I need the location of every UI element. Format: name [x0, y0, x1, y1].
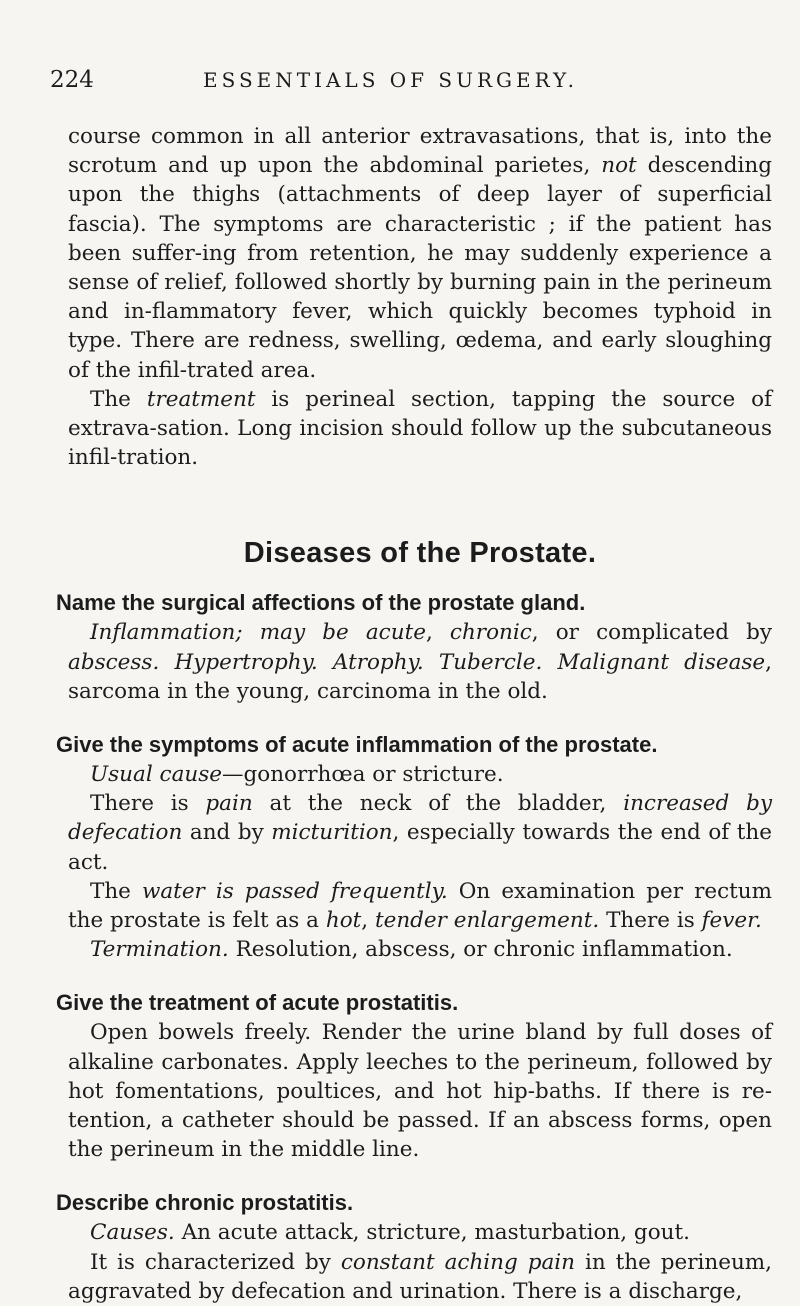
italic-run: fever.: [701, 908, 762, 934]
paragraph: [68, 122, 772, 385]
question-heading: Name the surgical affections of the prostate gland.: [56, 590, 586, 616]
italic-run: Inflammation; may be acute: [90, 620, 426, 646]
italic-run: not: [601, 153, 637, 179]
italic-run: abscess. Hypertrophy. Atrophy. Tubercle. Malignant disease: [68, 649, 766, 675]
text-run: The: [90, 878, 142, 904]
answer-paragraph: [68, 618, 772, 706]
paragraph: [68, 385, 772, 473]
italic-run: water is passed frequently.: [141, 878, 448, 904]
text-run: On examination per rectum the prostate is felt as a: [68, 878, 772, 934]
answer-paragraph: [68, 1018, 772, 1164]
text-run: descending upon the thighs (attachments of deep layer of superficial fascia). The symptoms are characteristic ; if the patient has been suffer-ing from retention, he may suddenly experience a sense of relief, followed shortly by burning pain in the perineum and in-flammatory fever, which quickly becomes typhoid in type. There are redness, swelling, œdema, and early sloughing of the infil-trated area.: [68, 153, 772, 383]
text-run: Resolution, abscess, or chronic inflammation.: [228, 937, 733, 963]
section-title: Diseases of the Prostate.: [243, 537, 597, 570]
answer-paragraph: [68, 1248, 772, 1306]
text-run: There is: [599, 908, 702, 934]
text-run: is perineal section, tapping the source of extrava-sation. Long incision should follow up the subcutaneous infil-tration.: [68, 386, 772, 471]
italic-run: pain: [205, 791, 253, 817]
text-run: There is: [90, 791, 206, 817]
italic-run: hot: [325, 908, 362, 934]
page-number: 224: [50, 67, 94, 93]
text-run: It is characterized by: [90, 1249, 341, 1275]
italic-run: chronic: [449, 620, 532, 646]
text-run: ,: [425, 620, 450, 646]
italic-run: micturition: [271, 820, 393, 846]
question-heading: Give the treatment of acute prostatitis.: [56, 990, 459, 1016]
italic-run: Usual cause: [90, 762, 222, 788]
text-run: course common in all anterior extravasations, that is, into the scrotum and up upon the abdominal parietes,: [68, 124, 772, 179]
text-run: and by: [182, 820, 272, 846]
question-heading: Describe chronic prostatitis.: [56, 1190, 354, 1216]
italic-run: treatment: [146, 386, 256, 412]
text-run: , sarcoma in the young, carcinoma in the old.: [68, 649, 772, 704]
italic-run: increased by defecation: [68, 791, 772, 846]
text-run: The: [90, 386, 147, 412]
italic-run: constant aching pain: [340, 1249, 576, 1275]
text-run: in the perineum, aggravated by defecation and urination. There is a discharge,: [68, 1249, 773, 1304]
running-title: ESSENTIALS OF SURGERY.: [203, 68, 579, 92]
italic-run: Causes.: [90, 1220, 175, 1246]
text-run: —gonorrhœa or stricture.: [222, 762, 504, 788]
text-run: An acute attack, stricture, masturbation, gout.: [174, 1220, 690, 1246]
text-run: , or complicated by: [531, 620, 773, 646]
italic-run: tender enlargement.: [374, 908, 600, 934]
answer-paragraph: [68, 760, 772, 789]
text-run: Open bowels freely. Render the urine bland by full doses of alkaline carbonates. Apply leeches to the perineum, followed by hot fomentations, poultices, and hot hip-baths. If there is re-tention, a catheter should be passed. If an abscess forms, open the perineum in the middle line.: [68, 1020, 772, 1163]
text-run: , especially towards the end of the act.: [68, 820, 772, 875]
answer-paragraph: [68, 1218, 772, 1247]
page-body: [56, 122, 773, 1306]
answer-paragraph: [68, 935, 772, 964]
answer-paragraph: [68, 789, 772, 877]
text-run: at the neck of the bladder,: [252, 791, 624, 817]
question-heading: Give the symptoms of acute inflammation of the prostate.: [56, 732, 658, 758]
answer-paragraph: [68, 877, 772, 935]
italic-run: Termination.: [90, 937, 229, 963]
text-run: ,: [361, 908, 375, 934]
